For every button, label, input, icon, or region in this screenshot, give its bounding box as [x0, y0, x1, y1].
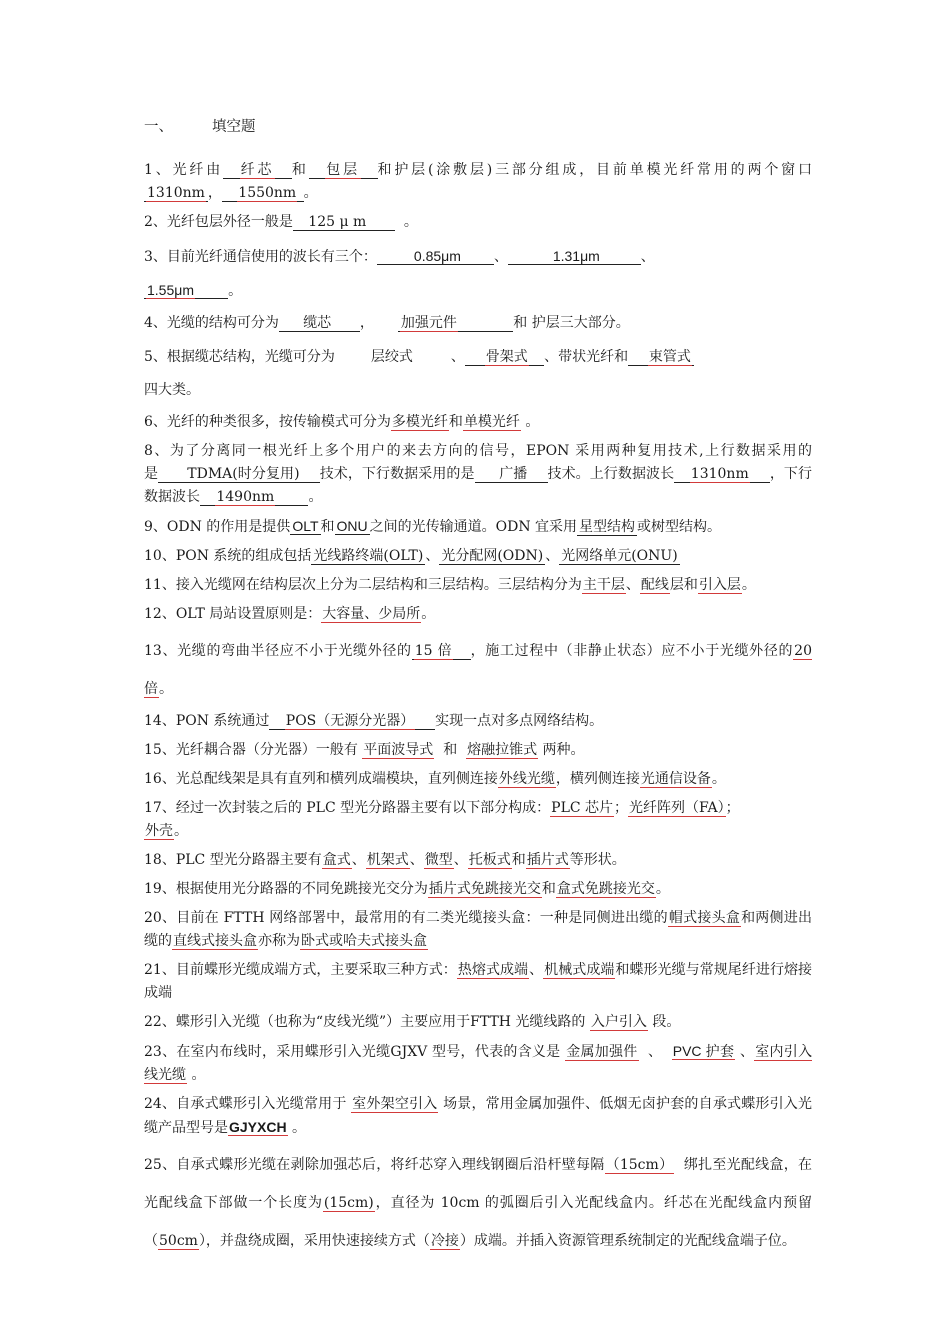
- question-text: 和护层(涂敷层)三部分组成，目前单模光纤常用的两个窗口: [377, 162, 812, 178]
- answer-text: 平面波导式: [363, 742, 434, 758]
- question-text: 16、光总配线架是具有直列和横列成端模块，直列侧连接: [144, 771, 498, 787]
- answer-text: 插片式: [526, 852, 569, 868]
- question-18: [144, 849, 812, 872]
- question-9: [144, 515, 812, 539]
- question-text: 和两侧进出缆的: [144, 910, 813, 949]
- answer-text: 缆芯: [303, 315, 332, 331]
- answer-text: GJYXCH: [229, 1119, 287, 1135]
- question-text: 、: [529, 962, 544, 978]
- answer-text: 广播: [499, 466, 528, 482]
- question-text: 技术。上行数据波长: [547, 466, 675, 482]
- question-text: 和: [320, 519, 335, 535]
- question-text: 、: [453, 852, 468, 868]
- question-text: 。: [711, 771, 726, 787]
- answer-text: 0.85μm: [413, 248, 461, 264]
- question-text: 4、光缆的结构可分为: [144, 315, 279, 331]
- answer-text: 热熔式成端: [457, 962, 529, 978]
- question-4: [144, 312, 812, 335]
- question-3: [144, 240, 812, 308]
- question-15: [144, 739, 812, 762]
- question-text: 和: [511, 852, 526, 868]
- answer-text: 光纤阵列（FA）: [629, 800, 725, 816]
- question-text: 和: [443, 742, 458, 758]
- question-2: [144, 211, 812, 234]
- question-text: 。: [421, 606, 436, 622]
- answer-text: 主干层: [582, 577, 625, 593]
- answer-text: 1.55μm: [147, 282, 194, 298]
- answer-text: 纤芯: [240, 162, 275, 178]
- answer-text: 配线: [640, 577, 669, 593]
- answer-text: 多模光纤: [391, 414, 448, 430]
- answer-text: 光网络单元(ONU): [561, 548, 678, 564]
- question-text: 17、经过一次封装之后的 PLC 型光分路器主要有以下部分构成：: [144, 800, 551, 816]
- question-text: 段。: [652, 1014, 681, 1030]
- answer-text: 包层: [326, 162, 360, 178]
- answer-blank: [475, 466, 548, 483]
- answer-text: 1490nm: [216, 489, 275, 505]
- answer-blank: [398, 315, 513, 332]
- answer-text: 室外架空引入: [352, 1096, 438, 1112]
- answer-text: 引入层: [698, 577, 741, 593]
- question-text: 两种。: [542, 742, 585, 758]
- question-text: 、: [450, 349, 465, 365]
- question-5: [144, 341, 812, 407]
- answer-text: 1.31μm: [552, 248, 600, 264]
- answer-blank: [377, 248, 494, 265]
- question-text: 9、ODN 的作用是提供: [144, 519, 291, 535]
- question-text: 实现一点对多点网络结构。: [435, 713, 604, 729]
- question-text: 14、PON 系统通过: [144, 713, 270, 729]
- question-text: 25、自承式蝶形光缆在剥除加强芯后，将纤芯穿入理线钢圈后沿杆壁每隔: [144, 1157, 605, 1173]
- answer-blank: [144, 185, 208, 202]
- answer-text: 盒式: [322, 852, 351, 868]
- question-text: 和: [541, 881, 556, 897]
- question-text: 和: [448, 414, 463, 430]
- question-17: [144, 797, 812, 843]
- answer-text: （15cm）: [605, 1157, 674, 1173]
- question-text: ，施工过程中（非静止状态）应不小于光缆外径的: [470, 643, 794, 659]
- answer-text: 单模光纤: [463, 414, 520, 430]
- answer-text: 外线光缆: [498, 771, 555, 787]
- question-text: 技术，下行数据采用的是: [319, 466, 475, 482]
- question-text: ）成端。并插入资源管理系统制定的光配线盒端子位。: [459, 1233, 796, 1249]
- question-text: 。: [174, 823, 188, 839]
- question-text: 2、光纤包层外径一般是: [144, 214, 293, 230]
- question-text: 等形状。: [569, 852, 626, 868]
- question-text: 、: [640, 249, 655, 265]
- question-text: 、: [545, 548, 560, 564]
- answer-text: PVC 护套: [672, 1043, 735, 1059]
- question-text: 20、目前在 FTTH 网络部署中，最常用的有二类光缆接头盒：一种是同侧进出缆的: [144, 910, 668, 926]
- answer-text: 大容量、少局所: [322, 606, 421, 622]
- answer-blank: [222, 185, 304, 202]
- question-14: [144, 710, 812, 733]
- question-text: 。: [191, 1067, 206, 1083]
- answer-text: 入户引入: [590, 1014, 647, 1030]
- answer-text: 1550nm: [238, 185, 297, 201]
- section-number: 一、: [144, 119, 173, 135]
- question-text: ，横列侧连接: [555, 771, 640, 787]
- answer-text: 20 倍: [144, 643, 812, 697]
- question-25: [144, 1146, 812, 1260]
- answer-text: 1310nm: [690, 466, 749, 482]
- question-text: 、带状光纤和: [544, 349, 629, 365]
- answer-text: 束管式: [648, 349, 691, 365]
- question-text: 和: [291, 162, 309, 178]
- question-text: 13、光缆的弯曲半径应不小于光缆外径的: [144, 643, 412, 659]
- question-text: 15、光纤耦合器（分光器）一般有: [144, 742, 358, 758]
- answer-text: 微型: [424, 852, 453, 868]
- question-text: 。: [525, 414, 540, 430]
- answer-text: 15 倍: [414, 643, 453, 659]
- question-text: 。: [403, 214, 418, 230]
- question-22: [144, 1011, 812, 1034]
- question-text: 。: [228, 283, 243, 299]
- question-text: 、: [625, 577, 640, 593]
- question-text: ，: [207, 185, 222, 201]
- question-text: 绑扎至光配线盒，在光配线盒下部做一个长度为: [144, 1157, 813, 1211]
- question-text: ，: [359, 315, 374, 331]
- question-text: 场景，常用金属加强件、低烟无卤护套的自承式蝶形引入光缆产品型号是: [144, 1096, 813, 1136]
- question-16: [144, 768, 812, 791]
- answer-text: 加强元件: [400, 315, 457, 331]
- answer-blank: [144, 282, 228, 299]
- question-text: 8、为了分离同一根光纤上多个用户的来去方向的信号，EPON 采用两种复用技术,上行数据采用的是: [144, 443, 812, 482]
- question-text: 11、接入光缆网在结构层次上分为二层结构和三层结构。三层结构分为: [144, 577, 582, 593]
- answer-text: 托板式: [468, 852, 511, 868]
- question-text: ，直径为 10cm 的弧圈后引入光配线盒内。纤芯在光配线盒内预留（: [144, 1195, 812, 1249]
- question-8: [144, 440, 812, 509]
- question-text: 。: [655, 881, 670, 897]
- answer-text: (15cm): [323, 1195, 374, 1211]
- answer-blank: [412, 643, 471, 660]
- answer-text: 50cm: [159, 1233, 198, 1249]
- answer-text: 盒式免跳接光交: [556, 881, 655, 897]
- answer-text: 卧式或哈夫式接头盒: [301, 933, 427, 949]
- question-text: ），并盘绕成圈，采用快速接续方式（: [198, 1233, 430, 1249]
- answer-text: 1310nm: [147, 185, 205, 201]
- question-text: 、: [425, 548, 440, 564]
- question-text: 3、目前光纤通信使用的波长有三个：: [144, 249, 377, 265]
- question-text: 。: [159, 681, 173, 697]
- answer-text: ONU: [336, 518, 368, 534]
- question-21: [144, 959, 812, 1005]
- question-text: 或树型结构。: [637, 519, 722, 535]
- question-text: 和蝶形光缆与常规尾纤进行熔接成端: [144, 962, 813, 1001]
- question-text: ；: [614, 800, 629, 816]
- question-text: 24、自承式蝶形引入光缆常用于: [144, 1096, 347, 1112]
- question-20: [144, 907, 812, 953]
- answer-blank: [269, 713, 435, 730]
- question-6: [144, 411, 812, 434]
- answer-text: 外壳: [145, 823, 173, 839]
- question-text: 6、光纤的种类很多，按传输模式可分为: [144, 414, 391, 430]
- question-text: 、: [409, 852, 424, 868]
- question-text: 23、在室内布线时，采用蝶形引入光缆GJXV 型号，代表的含义是: [144, 1044, 561, 1060]
- section-heading: [144, 116, 812, 139]
- question-23: [144, 1040, 812, 1087]
- question-text: 、: [351, 852, 366, 868]
- question-text: 18、PLC 型光分路器主要有: [144, 852, 322, 868]
- section-title: 填空题: [212, 119, 256, 135]
- question-text: 、: [648, 1044, 663, 1060]
- answer-text: OLT: [292, 518, 319, 534]
- answer-blank: [309, 162, 378, 179]
- question-text: ；: [725, 800, 740, 816]
- answer-blank: [158, 466, 320, 483]
- answer-text: 冷接: [430, 1233, 459, 1249]
- answer-blank: [223, 162, 292, 179]
- answer-text: 帽式接头盒: [668, 910, 741, 926]
- answer-text: 光通信设备: [640, 771, 711, 787]
- answer-blank: [200, 489, 308, 506]
- answer-text: 星型结构: [579, 519, 636, 535]
- question-text: 和 护层三大部分。: [513, 315, 630, 331]
- answer-text: 机械式成端: [544, 962, 615, 978]
- question-text: 。: [292, 1120, 307, 1136]
- question-13: [144, 632, 812, 708]
- question-text: 10、PON 系统的组成包括: [144, 548, 312, 564]
- question-text: 、: [494, 249, 509, 265]
- question-19: [144, 878, 812, 901]
- question-text: 。: [308, 489, 323, 505]
- question-text: 12、OLT 局站设置原则是：: [144, 606, 322, 622]
- answer-text: 室内引入线光缆: [144, 1044, 813, 1083]
- answer-text: 骨架式: [485, 349, 528, 365]
- answer-text: 插片式免跳接光交: [428, 881, 541, 897]
- question-12: [144, 603, 812, 626]
- answer-text: 直线式接头盒: [173, 933, 257, 949]
- question-text: 21、目前蝶形光缆成端方式，主要采取三种方式：: [144, 962, 457, 978]
- answer-text: 125 μ m: [308, 214, 367, 230]
- answer-text: TDMA(时分复用): [187, 466, 300, 482]
- answer-text: 机架式: [366, 852, 409, 868]
- question-24: [144, 1093, 812, 1140]
- answer-blank: [628, 349, 694, 366]
- answer-text: 光线路终端(OLT): [313, 548, 424, 564]
- answer-text: 层绞式: [370, 349, 413, 365]
- question-text: 层和: [669, 577, 698, 593]
- answer-blank: [465, 349, 544, 366]
- question-text: 亦称为: [258, 933, 300, 949]
- question-text: 。: [303, 185, 318, 201]
- answer-text: PLC 芯片: [551, 800, 614, 816]
- question-10: [144, 545, 812, 568]
- question-text: 1、光纤由: [144, 162, 224, 178]
- question-text: 19、根据使用光分路器的不同免跳接光交分为: [144, 881, 428, 897]
- answer-text: 熔融拉锥式: [467, 742, 538, 758]
- question-text: ，下行数据波长: [144, 466, 812, 505]
- question-11: [144, 574, 812, 597]
- question-text: 22、蝶形引入光缆（也称为“皮线光缆”）主要应用于FTTH 光缆线路的: [144, 1014, 586, 1030]
- question-text: 四大类。: [144, 382, 200, 398]
- answer-blank: [674, 466, 770, 483]
- answer-blank: [508, 248, 641, 265]
- answer-text: POS（无源分光器）: [285, 713, 415, 729]
- answer-text: 光分配网(ODN): [441, 548, 544, 564]
- question-text: 之间的光传输通道。ODN 宜采用: [369, 519, 578, 535]
- answer-blank: [293, 214, 395, 231]
- question-text: 5、根据缆芯结构，光缆可分为: [144, 349, 335, 365]
- answer-text: 金属加强件: [566, 1044, 638, 1060]
- question-text: 。: [741, 577, 756, 593]
- answer-blank: [279, 315, 360, 332]
- question-1: [144, 159, 812, 205]
- question-text: 、: [739, 1044, 755, 1060]
